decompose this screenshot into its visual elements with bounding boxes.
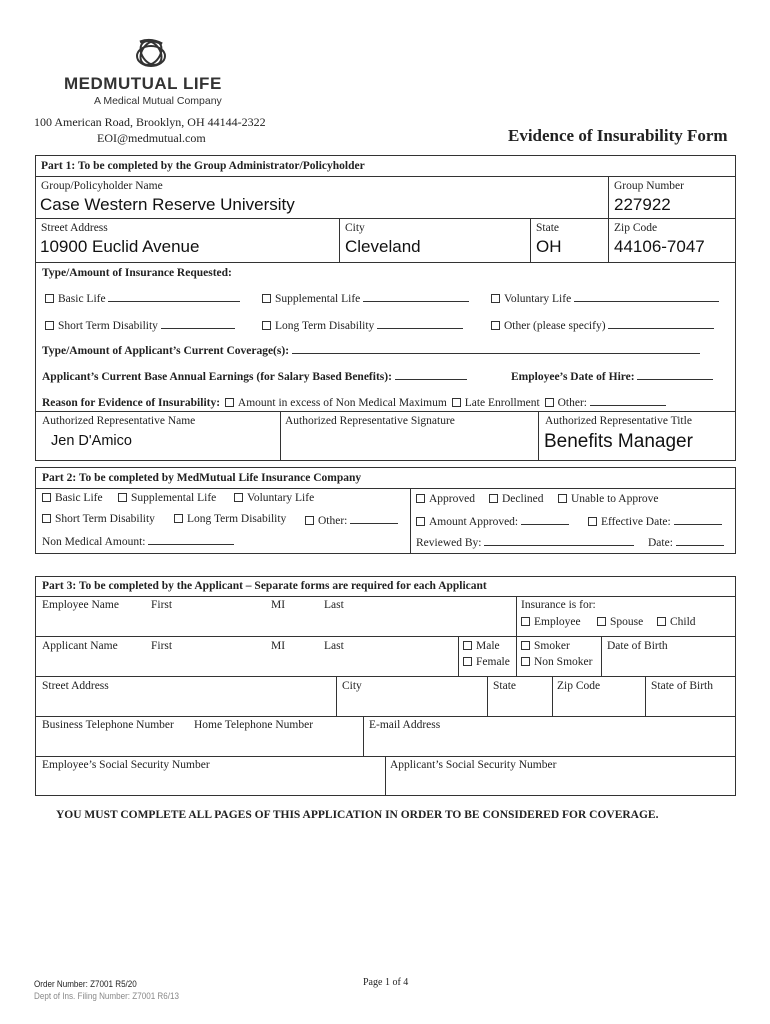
p2-short-term[interactable]: Short Term Disability [42,513,155,525]
p3-zip-label: Zip Code [557,680,601,692]
group-number-field[interactable]: 227922 [614,195,671,214]
checkbox-icon[interactable] [657,617,666,626]
non-smoker-option[interactable]: Non Smoker [521,656,592,668]
insurance-for-label: Insurance is for: [521,599,596,611]
p2-declined[interactable]: Declined [489,493,544,505]
current-coverage-row: Type/Amount of Applicant’s Current Coverage(s): [42,343,700,357]
applicant-ssn-label: Applicant’s Social Security Number [390,759,557,771]
p2-supplemental-life[interactable]: Supplemental Life [118,492,216,504]
checkbox-icon[interactable] [118,493,127,502]
checkbox-icon[interactable] [42,493,51,502]
reason-row: Reason for Evidence of Insurability: Amount in excess of Non Medical Maximum Late Enrollment Other: [42,395,666,409]
part2-title: Part 2: To be completed by MedMutual Life Insurance Company [42,472,362,484]
insurance-employee[interactable]: Employee [521,616,581,628]
business-phone-label: Business Telephone Number [42,719,174,731]
employee-ssn-label: Employee’s Social Security Number [42,759,210,771]
earnings-row: Applicant’s Current Base Annual Earnings (for Salary Based Benefits): [42,369,467,383]
zip-label: Zip Code [614,222,658,234]
checkbox-icon[interactable] [545,398,554,407]
company-email: EOI@medmutual.com [97,131,206,145]
group-number-label: Group Number [614,180,684,192]
p2-basic-life[interactable]: Basic Life [42,492,103,504]
checkbox-icon[interactable] [416,494,425,503]
company-logo [64,36,244,110]
rep-title-label: Authorized Representative Title [545,415,692,427]
non-medical-amount: Non Medical Amount: [42,534,234,548]
checkbox-icon[interactable] [225,398,234,407]
checkbox-icon[interactable] [174,514,183,523]
applicant-name-label: Applicant Name [42,640,118,652]
rep-name-label: Authorized Representative Name [42,415,196,427]
rep-name-field[interactable]: Jen D'Amico [51,433,132,449]
p2-long-term[interactable]: Long Term Disability [174,513,286,525]
employee-first-label: First [151,599,173,611]
gender-female[interactable]: Female [463,656,510,668]
order-number: Order Number: Z7001 R5/20 [34,979,137,990]
p2-amount-approved[interactable]: Amount Approved: [416,514,569,528]
supplemental-life-option[interactable]: Supplemental Life [262,291,469,305]
company-address: 100 American Road, Brooklyn, OH 44144-2322 [34,115,266,129]
p2-approved[interactable]: Approved [416,493,475,505]
city-label: City [345,222,365,234]
checkbox-icon[interactable] [452,398,461,407]
p3-city-label: City [342,680,362,692]
gender-male[interactable]: Male [463,640,500,652]
checkbox-icon[interactable] [588,517,597,526]
smoker-option[interactable]: Smoker [521,640,570,652]
long-term-option[interactable]: Long Term Disability [262,318,463,332]
rep-signature-label: Authorized Representative Signature [285,415,455,427]
short-term-option[interactable]: Short Term Disability [45,318,235,332]
p2-voluntary-life[interactable]: Voluntary Life [234,492,314,504]
p3-state-birth-label: State of Birth [651,680,713,692]
employee-mi-label: MI [271,599,286,611]
checkbox-icon[interactable] [491,321,500,330]
checkbox-icon[interactable] [262,294,271,303]
checkbox-icon[interactable] [305,516,314,525]
p3-street-label: Street Address [42,680,109,692]
checkbox-icon[interactable] [558,494,567,503]
dob-label: Date of Birth [607,640,668,652]
checkbox-icon[interactable] [45,294,54,303]
street-field[interactable]: 10900 Euclid Avenue [40,237,200,256]
checkbox-icon[interactable] [491,294,500,303]
group-name-field[interactable]: Case Western Reserve University [40,195,295,214]
employee-name-label: Employee Name [42,599,119,611]
p2-reviewed-by: Reviewed By: [416,535,634,549]
voluntary-life-option[interactable]: Voluntary Life [491,291,719,305]
checkbox-icon[interactable] [489,494,498,503]
part1-title: Part 1: To be completed by the Group Administrator/Policyholder [41,160,365,172]
checkbox-icon[interactable] [597,617,606,626]
p2-unable[interactable]: Unable to Approve [558,493,659,505]
insurance-child[interactable]: Child [657,616,696,628]
completion-notice: YOU MUST COMPLETE ALL PAGES OF THIS APPLICATION IN ORDER TO BE CONSIDERED FOR COVERAGE. [56,809,659,821]
filing-number: Dept of Ins. Filing Number: Z7001 R6/13 [34,991,179,1002]
street-label: Street Address [41,222,108,234]
logo-subtitle: A Medical Mutual Company [94,95,222,107]
checkbox-icon[interactable] [42,514,51,523]
checkbox-icon[interactable] [463,657,472,666]
p2-other[interactable]: Other: [305,513,398,527]
zip-field[interactable]: 44106-7047 [614,237,705,256]
checkbox-icon[interactable] [521,617,530,626]
checkbox-icon[interactable] [416,517,425,526]
hire-date-row: Employee’s Date of Hire: [511,369,713,383]
checkbox-icon[interactable] [521,641,530,650]
p2-date: Date: [648,535,724,549]
p2-effective-date[interactable]: Effective Date: [588,514,722,528]
state-label: State [536,222,559,234]
checkbox-icon[interactable] [45,321,54,330]
logo-swirl-icon [132,36,170,72]
basic-life-option[interactable]: Basic Life [45,291,240,305]
p3-state-label: State [493,680,516,692]
checkbox-icon[interactable] [234,493,243,502]
checkbox-icon[interactable] [463,641,472,650]
applicant-first-label: First [151,640,173,652]
logo-name: MEDMUTUAL LIFE [64,74,222,93]
group-name-label: Group/Policyholder Name [41,180,163,192]
p3-email-label: E-mail Address [369,719,441,731]
applicant-mi-label: MI [271,640,286,652]
type-amount-label: Type/Amount of Insurance Requested: [42,267,232,279]
part3-title: Part 3: To be completed by the Applicant – Separate forms are required for each Applicant [42,580,487,592]
city-field[interactable]: Cleveland [345,237,421,256]
applicant-last-label: Last [324,640,344,652]
state-field[interactable]: OH [536,237,562,256]
home-phone-label: Home Telephone Number [194,719,314,731]
employee-last-label: Last [324,599,344,611]
checkbox-icon[interactable] [262,321,271,330]
insurance-spouse[interactable]: Spouse [597,616,643,628]
other-option[interactable]: Other (please specify) [491,318,714,332]
form-title: Evidence of Insurability Form [508,126,728,145]
checkbox-icon[interactable] [521,657,530,666]
rep-title-field[interactable]: Benefits Manager [544,431,693,452]
page-number: Page 1 of 4 [363,977,409,988]
